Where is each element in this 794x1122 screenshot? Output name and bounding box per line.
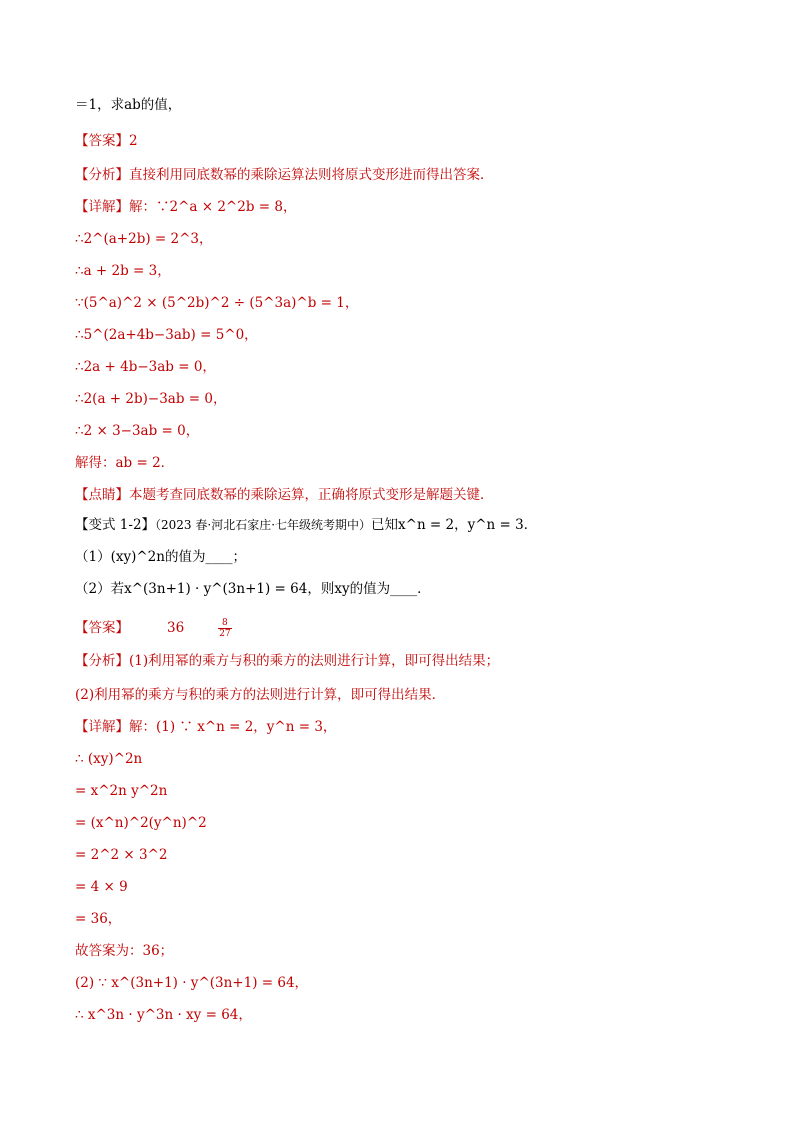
detail-text: 解：(1) ∵ x^n = 2，y^n = 3， <box>129 719 337 735</box>
comment-1 <box>75 486 494 504</box>
variant-heading <box>75 516 537 534</box>
comment-tag: 【点睛】 <box>75 487 129 503</box>
step-text: (2) ∵ x^(3n+1) · y^(3n+1) = 64， <box>75 975 309 991</box>
answer-1 <box>75 132 138 150</box>
step-text: 解得：ab = 2． <box>75 455 175 471</box>
answer-value-1: 36 <box>167 620 185 636</box>
question-text: （1）(xy)^2n的值为____； <box>75 549 246 565</box>
step-text: ∴2^(a+2b) = 2^3， <box>75 231 213 247</box>
variant-text: 已知x^n = 2，y^n = 3． <box>371 517 538 533</box>
step-text: ∴5^(2a+4b−3ab) = 5^0， <box>75 327 258 343</box>
step-text: = 2^2 × 3^2 <box>75 847 168 863</box>
analysis-1 <box>75 166 494 184</box>
detail-text: 解：∵2^a × 2^2b = 8， <box>129 199 297 215</box>
comment-text: 本题考查同底数幂的乘除运算，正确将原式变形是解题关键． <box>129 487 494 503</box>
step-line <box>75 814 207 832</box>
answer-tag: 【答案】 <box>75 133 129 149</box>
step-line <box>75 750 142 768</box>
step-line <box>75 422 199 440</box>
detail-1 <box>75 198 296 216</box>
step-line <box>75 454 174 472</box>
fraction-numerator: 8 <box>218 618 231 629</box>
fraction-denominator: 27 <box>219 629 231 639</box>
question-2 <box>75 580 431 598</box>
analysis-2 <box>75 652 499 670</box>
step-text: = x^2n y^2n <box>75 783 168 799</box>
question-text: （2）若x^(3n+1) · y^(3n+1) = 64，则xy的值为____． <box>75 581 431 597</box>
step-line <box>75 782 167 800</box>
analysis-text: (2)利用幂的乘方与积的乘方的法则进行计算，即可得出结果． <box>75 687 446 703</box>
step-text: = 36， <box>75 911 122 927</box>
analysis-text: (1)利用幂的乘方与积的乘方的法则进行计算，即可得出结果； <box>129 653 500 669</box>
answer-2 <box>75 618 232 639</box>
step-text: ∴a + 2b = 3， <box>75 263 171 279</box>
step-line <box>75 262 171 280</box>
answer-value: 2 <box>129 133 138 149</box>
step-text: = (x^n)^2(y^n)^2 <box>75 815 207 831</box>
step-text: ∵(5^a)^2 × (5^2b)^2 ÷ (5^3a)^b = 1， <box>75 295 359 311</box>
step-line <box>75 910 121 928</box>
analysis-tag: 【分析】 <box>75 167 129 183</box>
step-line <box>75 1006 252 1024</box>
line-1 <box>75 96 181 114</box>
step-line <box>75 942 173 960</box>
detail-tag: 【详解】 <box>75 719 129 735</box>
step-line <box>75 326 258 344</box>
analysis-2b <box>75 686 445 704</box>
line-1-text: ＝1，求ab的值， <box>75 97 182 113</box>
analysis-tag: 【分析】 <box>75 653 129 669</box>
step-text: ∴ x^3n · y^3n · xy = 64， <box>75 1007 252 1023</box>
step-line <box>75 358 216 376</box>
step-text: ∴ (xy)^2n <box>75 751 143 767</box>
detail-2 <box>75 718 336 736</box>
step-text: ∴2 × 3−3ab = 0， <box>75 423 200 439</box>
step-line <box>75 846 167 864</box>
step-text: ∴2a + 4b−3ab = 0， <box>75 359 216 375</box>
step-text: ∴2(a + 2b)−3ab = 0， <box>75 391 227 407</box>
step-line <box>75 390 226 408</box>
analysis-text: 直接利用同底数幂的乘除运算法则将原式变形进而得出答案． <box>129 167 494 183</box>
step-line <box>75 974 308 992</box>
variant-source: （2023 春·河北石家庄·七年级统考期中） <box>155 518 372 532</box>
detail-tag: 【详解】 <box>75 199 129 215</box>
step-line <box>75 230 213 248</box>
step-line <box>75 878 128 896</box>
answer-fraction <box>218 618 231 639</box>
step-text: = 4 × 9 <box>75 879 128 895</box>
answer-tag: 【答案】 <box>75 620 129 636</box>
step-line <box>75 294 358 312</box>
variant-tag: 【变式 1-2】 <box>75 517 156 533</box>
question-1 <box>75 548 246 566</box>
step-text: 故答案为：36； <box>75 943 174 959</box>
